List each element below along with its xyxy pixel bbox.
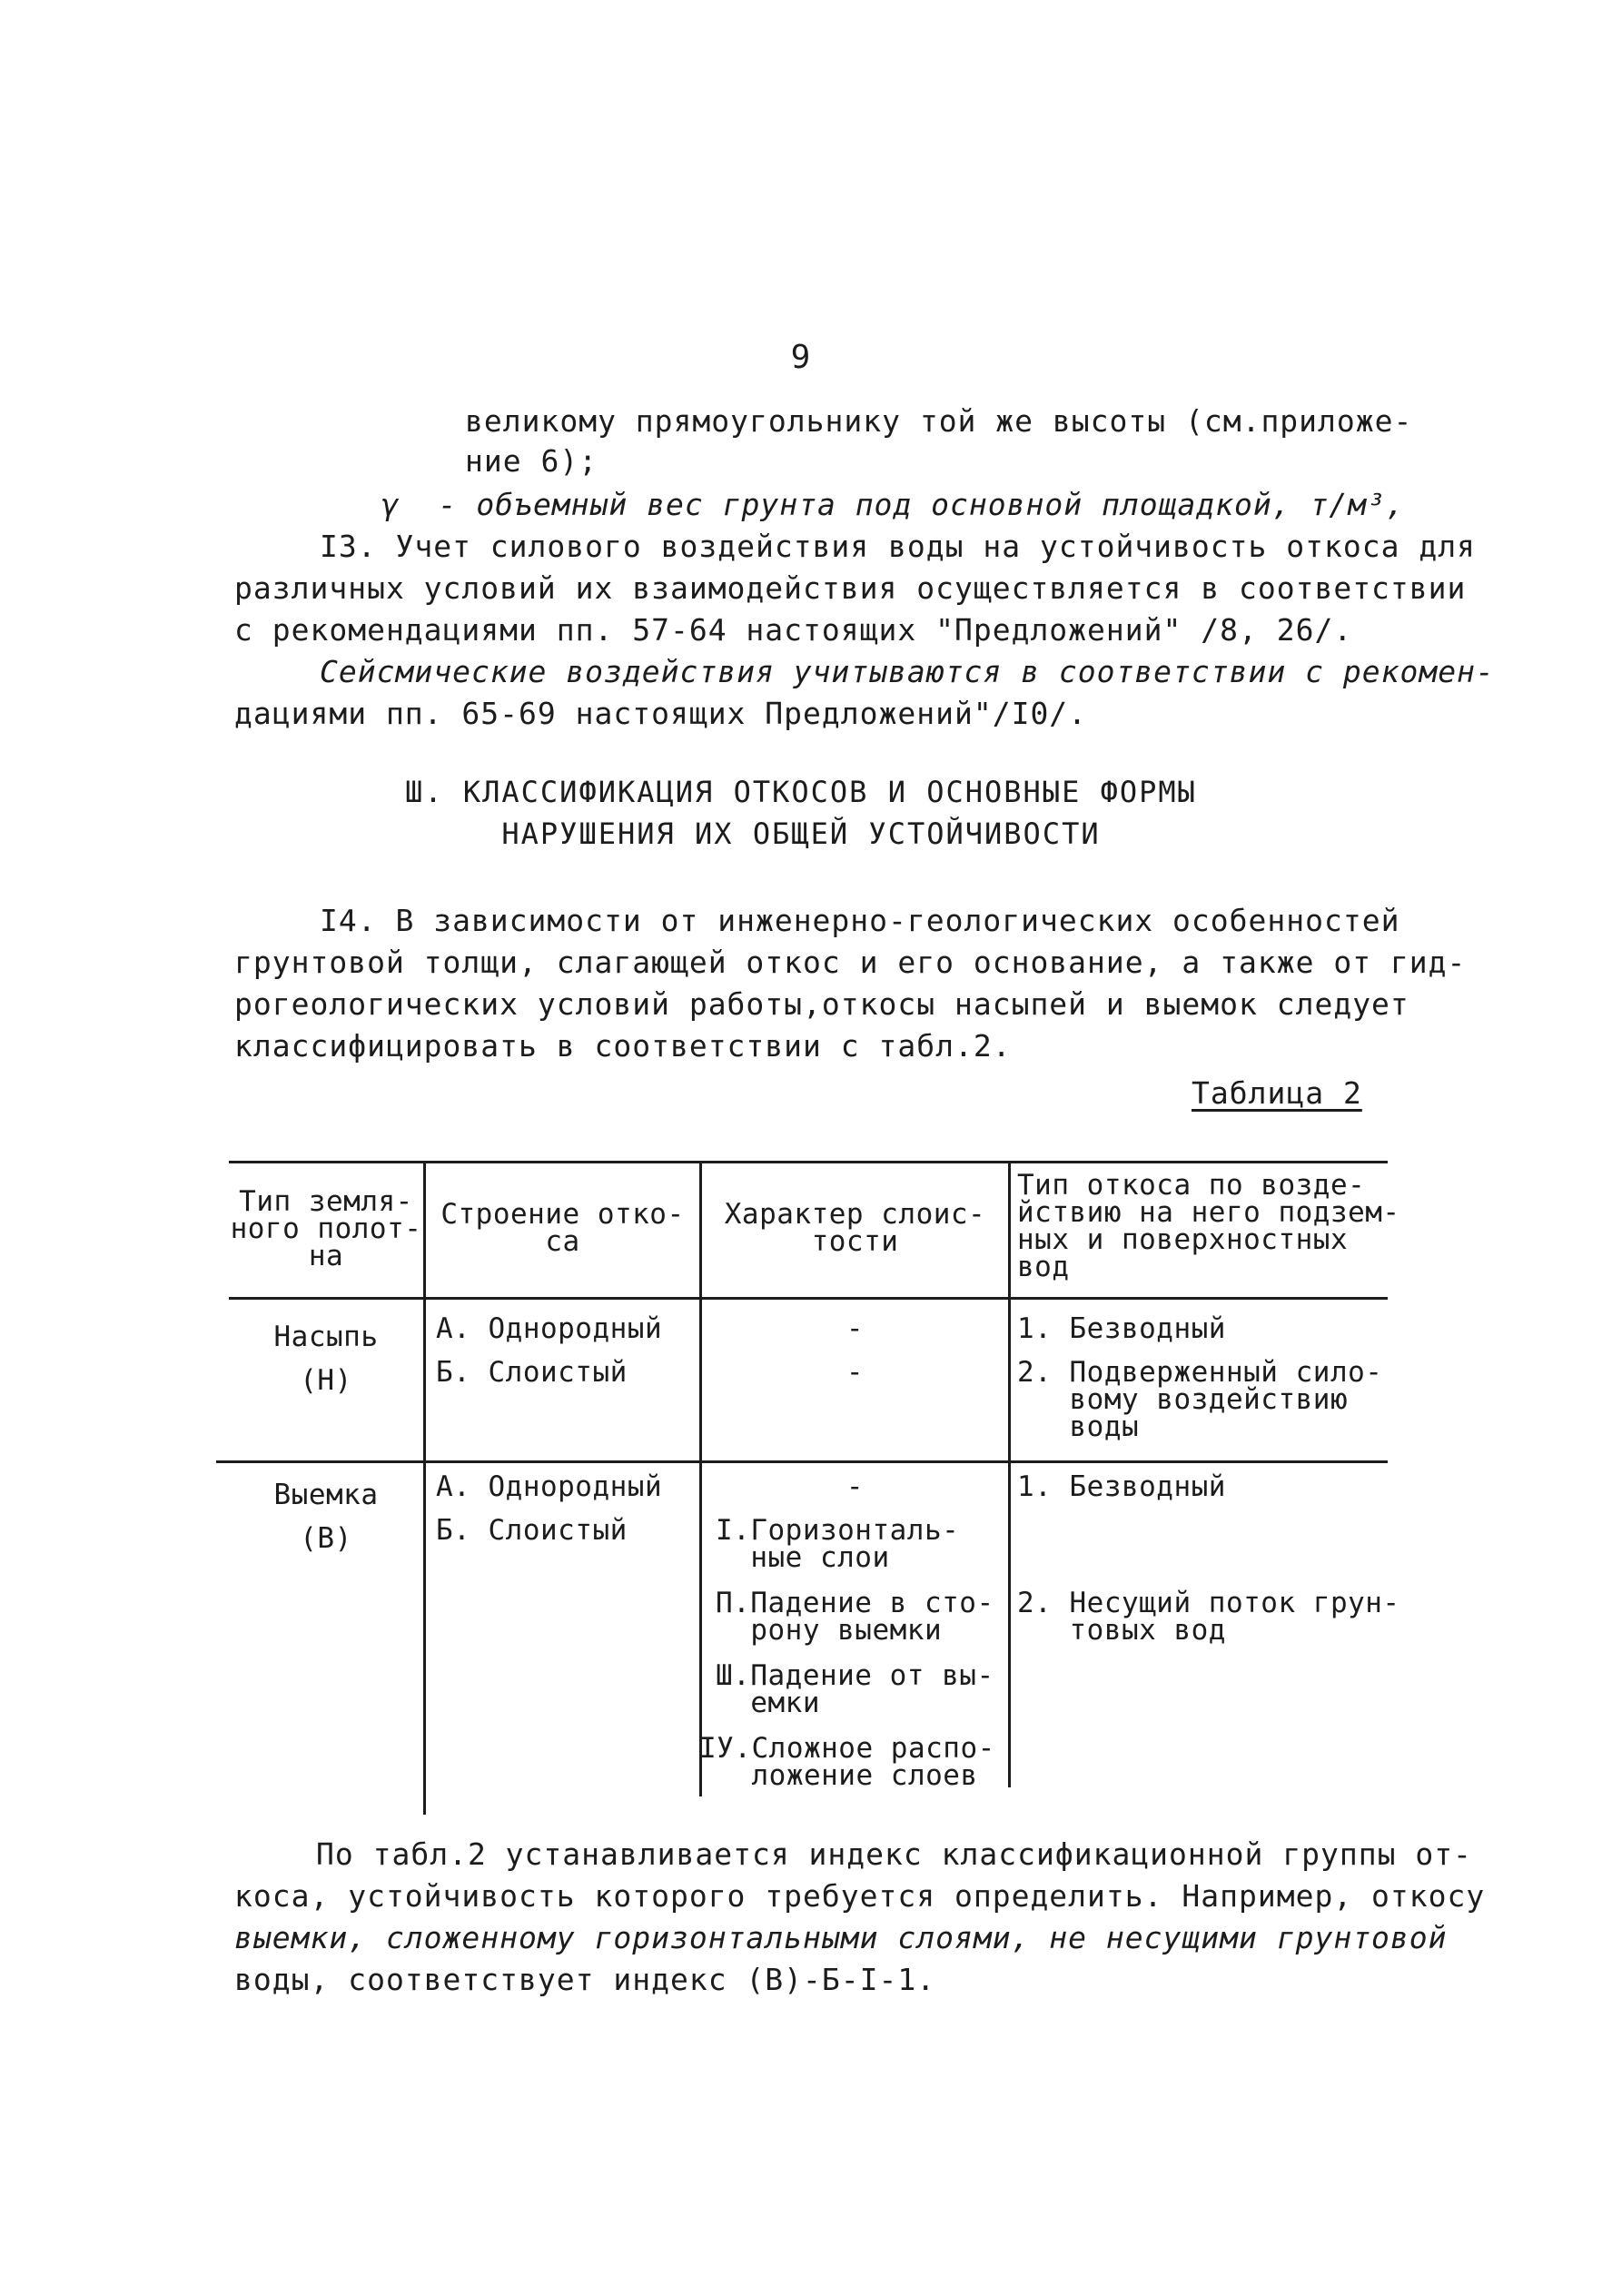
paragraph-14-line: грунтовой толщи, слагающей откос и его основание, а также от гид- [234,945,1467,980]
table-cell: 1. Безводный [1017,1312,1226,1345]
table-cell: - [846,1470,865,1503]
table-cell: П.Падение в сто- рону выемки [716,1587,994,1647]
paragraph-14-line: I4. В зависимости от инженерно-геологических особенностей [320,903,1400,938]
section-heading: НАРУШЕНИЯ ИХ ОБЩЕЙ УСТОЙЧИВОСТИ [501,816,1101,851]
table-header-border [229,1297,1388,1300]
table-cell: А. Однородный [436,1312,663,1345]
table-cell: Ш.Падение от вы- емки [716,1659,994,1719]
text-line: великому прямоугольнику той же высоты (см.приложе- [465,403,1413,439]
table-cell: Б. Слоистый [436,1514,628,1547]
closing-paragraph-line: коса, устойчивость которого требуется определить. Например, откосу [234,1878,1486,1914]
closing-paragraph-line: По табл.2 устанавливается индекс классификационной группы от- [316,1836,1472,1872]
table-cell-cutting: Выемка (В) [273,1479,379,1555]
table-cell: А. Однородный [436,1470,663,1503]
table-cell: - [846,1356,865,1389]
table-cell: Б. Слоистый [436,1356,628,1389]
paragraph-13-line: Сейсмические воздействия учитываются в соответствии с рекомен- [320,654,1495,689]
table-header-structure: Строение отко- са [440,1198,685,1258]
table-column-divider [1008,1161,1011,1787]
paragraph-13-line: с рекомендациями пп. 57-64 настоящих "Предложений" /8, 26/. [234,612,1353,648]
table-top-border [229,1161,1388,1163]
table-header-layering: Характер слоис- тости [724,1198,986,1258]
page-number: 9 [790,339,812,376]
table-header-water: Тип откоса по возде- йствию на него подзем- ных и поверхностных вод [1017,1169,1400,1283]
closing-paragraph-line: выемки, сложенному горизонтальными слоями, не несущими грунтовой [234,1920,1448,1955]
table-column-divider [423,1161,426,1815]
paragraph-13-line: различных условий их взаимодействия осуществляется в соответствии [234,570,1467,606]
closing-paragraph-line: воды, соответствует индекс (В)-Б-I-1. [234,1962,936,1997]
table-row-divider [216,1460,1388,1463]
table-cell: 1. Безводный [1017,1470,1226,1503]
gamma-definition: γ - объемный вес грунта под основной площадкой, т/м³, [381,487,1405,522]
table-cell: IУ.Сложное распо- ложение слоев [699,1732,995,1792]
table-cell-embankment: Насыпь (Н) [273,1321,379,1397]
paragraph-13-line: I3. Учет силового воздействия воды на устойчивость откоса для [320,529,1476,564]
text-line: ние 6); [465,443,598,479]
table-cell: I.Горизонталь- ные слои [716,1514,960,1574]
table-cell: - [846,1312,865,1345]
paragraph-14-line: рогеологических условий работы,откосы насыпей и выемок следует [234,986,1409,1022]
table-cell: 2. Несущий поток грун- товых вод [1017,1587,1400,1647]
paragraph-14-line: классифицировать в соответствии с табл.2. [234,1028,1012,1064]
paragraph-13-line: дациями пп. 65-69 настоящих Предложений"/I0/. [234,696,1088,731]
table-label: Таблица 2 [1192,1075,1362,1111]
section-heading: Ш. КЛАССИФИКАЦИЯ ОТКОСОВ И ОСНОВНЫЕ ФОРМЫ [405,775,1197,809]
table-header-type: Тип земля- ного полот- на [230,1185,422,1272]
table-cell: 2. Подверженный сило- вому воздействию воды [1017,1356,1383,1443]
